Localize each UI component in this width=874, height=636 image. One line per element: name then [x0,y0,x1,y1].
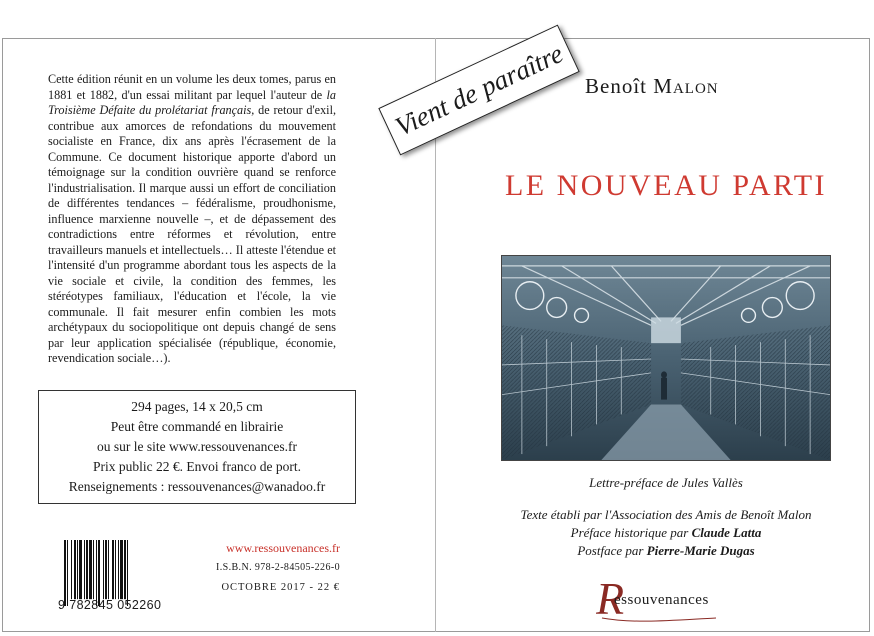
barcode-bar [96,540,97,606]
barcode-bar [77,540,78,599]
factory-engraving-illustration [501,255,831,461]
barcode-bar [84,540,85,599]
author-name: Benoît MALON [585,74,719,98]
barcode-bar [115,540,116,599]
info-site: ou sur le site www.ressouvenances.fr [96,439,298,454]
book-title: LE NOUVEAU PARTI [504,169,828,202]
barcode-bar [64,540,66,606]
letter-preface: Lettre-préface de Jules Vallès [589,475,743,490]
credit-postface: Postface par Pierre-Marie Dugas [577,543,755,558]
isbn: I.S.B.N. 978-2-84505-226-0 [215,562,340,573]
barcode-bar [71,540,72,599]
barcode-bar [124,540,126,599]
barcode-bar [86,540,88,599]
info-pages: 294 pages, 14 x 20,5 cm [131,399,263,414]
barcode-icon [62,540,170,606]
barcode-bar [108,540,109,599]
info-order: Peut être commandé en librairie [110,419,284,434]
barcode-bar [120,540,123,599]
postface-author: Pierre-Marie Dugas [646,543,755,558]
preface-author: Claude Latta [691,525,762,540]
barcode-bar [93,540,94,599]
credit-established-by: Texte établi par l'Association des Amis de Benoît Malon [520,507,812,522]
barcode-number: 9 782845 052260 [58,598,162,612]
info-price: Prix public 22 €. Envoi franco de port. [92,459,302,474]
barcode-bar [98,540,100,606]
date-price: OCTOBRE 2017 - 22 € [221,582,340,593]
info-box [38,390,356,504]
credit-preface: Préface historique par Claude Latta [570,525,762,540]
publisher-initial: R [596,574,625,622]
barcode-bar [74,540,76,599]
info-contact: Renseignements : ressouvenances@wanadoo.fr [68,479,326,494]
back-cover-blurb: Cette édition réunit en un volume les deux tomes, parus en 1881 et 1882, d'un essai militant par lequel l'auteur de la Troisième Défaite du prolétariat français, de retour d'exil, contribue aux amorces de refondations du mouvement socialiste en France, dix ans après l'écrasement de la Commune. Ce document historique apporte d'abord un témoignage sur la condition ouvrière quand se renforce l'industrialisation. Il marque aussi un effort de conciliation de différentes tendances – fédéralisme, proudhonisme, influence marxienne nouvelle –, et de dépassement des contradictions entre réformes et révolution, entre travailleurs manuels et intellectuels… Il atteste l'étendue et l'intensité d'un programme abordant tous les aspects de la vie sociale et civile, la condition des femmes, les stéréotypes familiaux, l'éducation et l'école, la vie communale. Il fait mesurer enfin combien les mots archétypaux du sociopolitique ont depuis changé de sens par leur application spécialisée (république, économie, revendication sociale…). [48,72,337,365]
new-release-stamp: Vient de paraître [378,25,579,156]
barcode-bar [112,540,114,599]
barcode-bar [118,540,119,599]
publisher-website: www.ressouvenances.fr [226,541,340,555]
barcode-bar [89,540,92,599]
barcode-bar [67,540,68,606]
blurb-italic-title: la Troisième Défaite du prolétariat français, [48,87,336,117]
barcode-bar [79,540,82,599]
publisher-name: essouvenances [614,592,709,608]
barcode-bar [103,540,104,599]
barcode-bar [105,540,107,599]
barcode-bar [127,540,128,606]
